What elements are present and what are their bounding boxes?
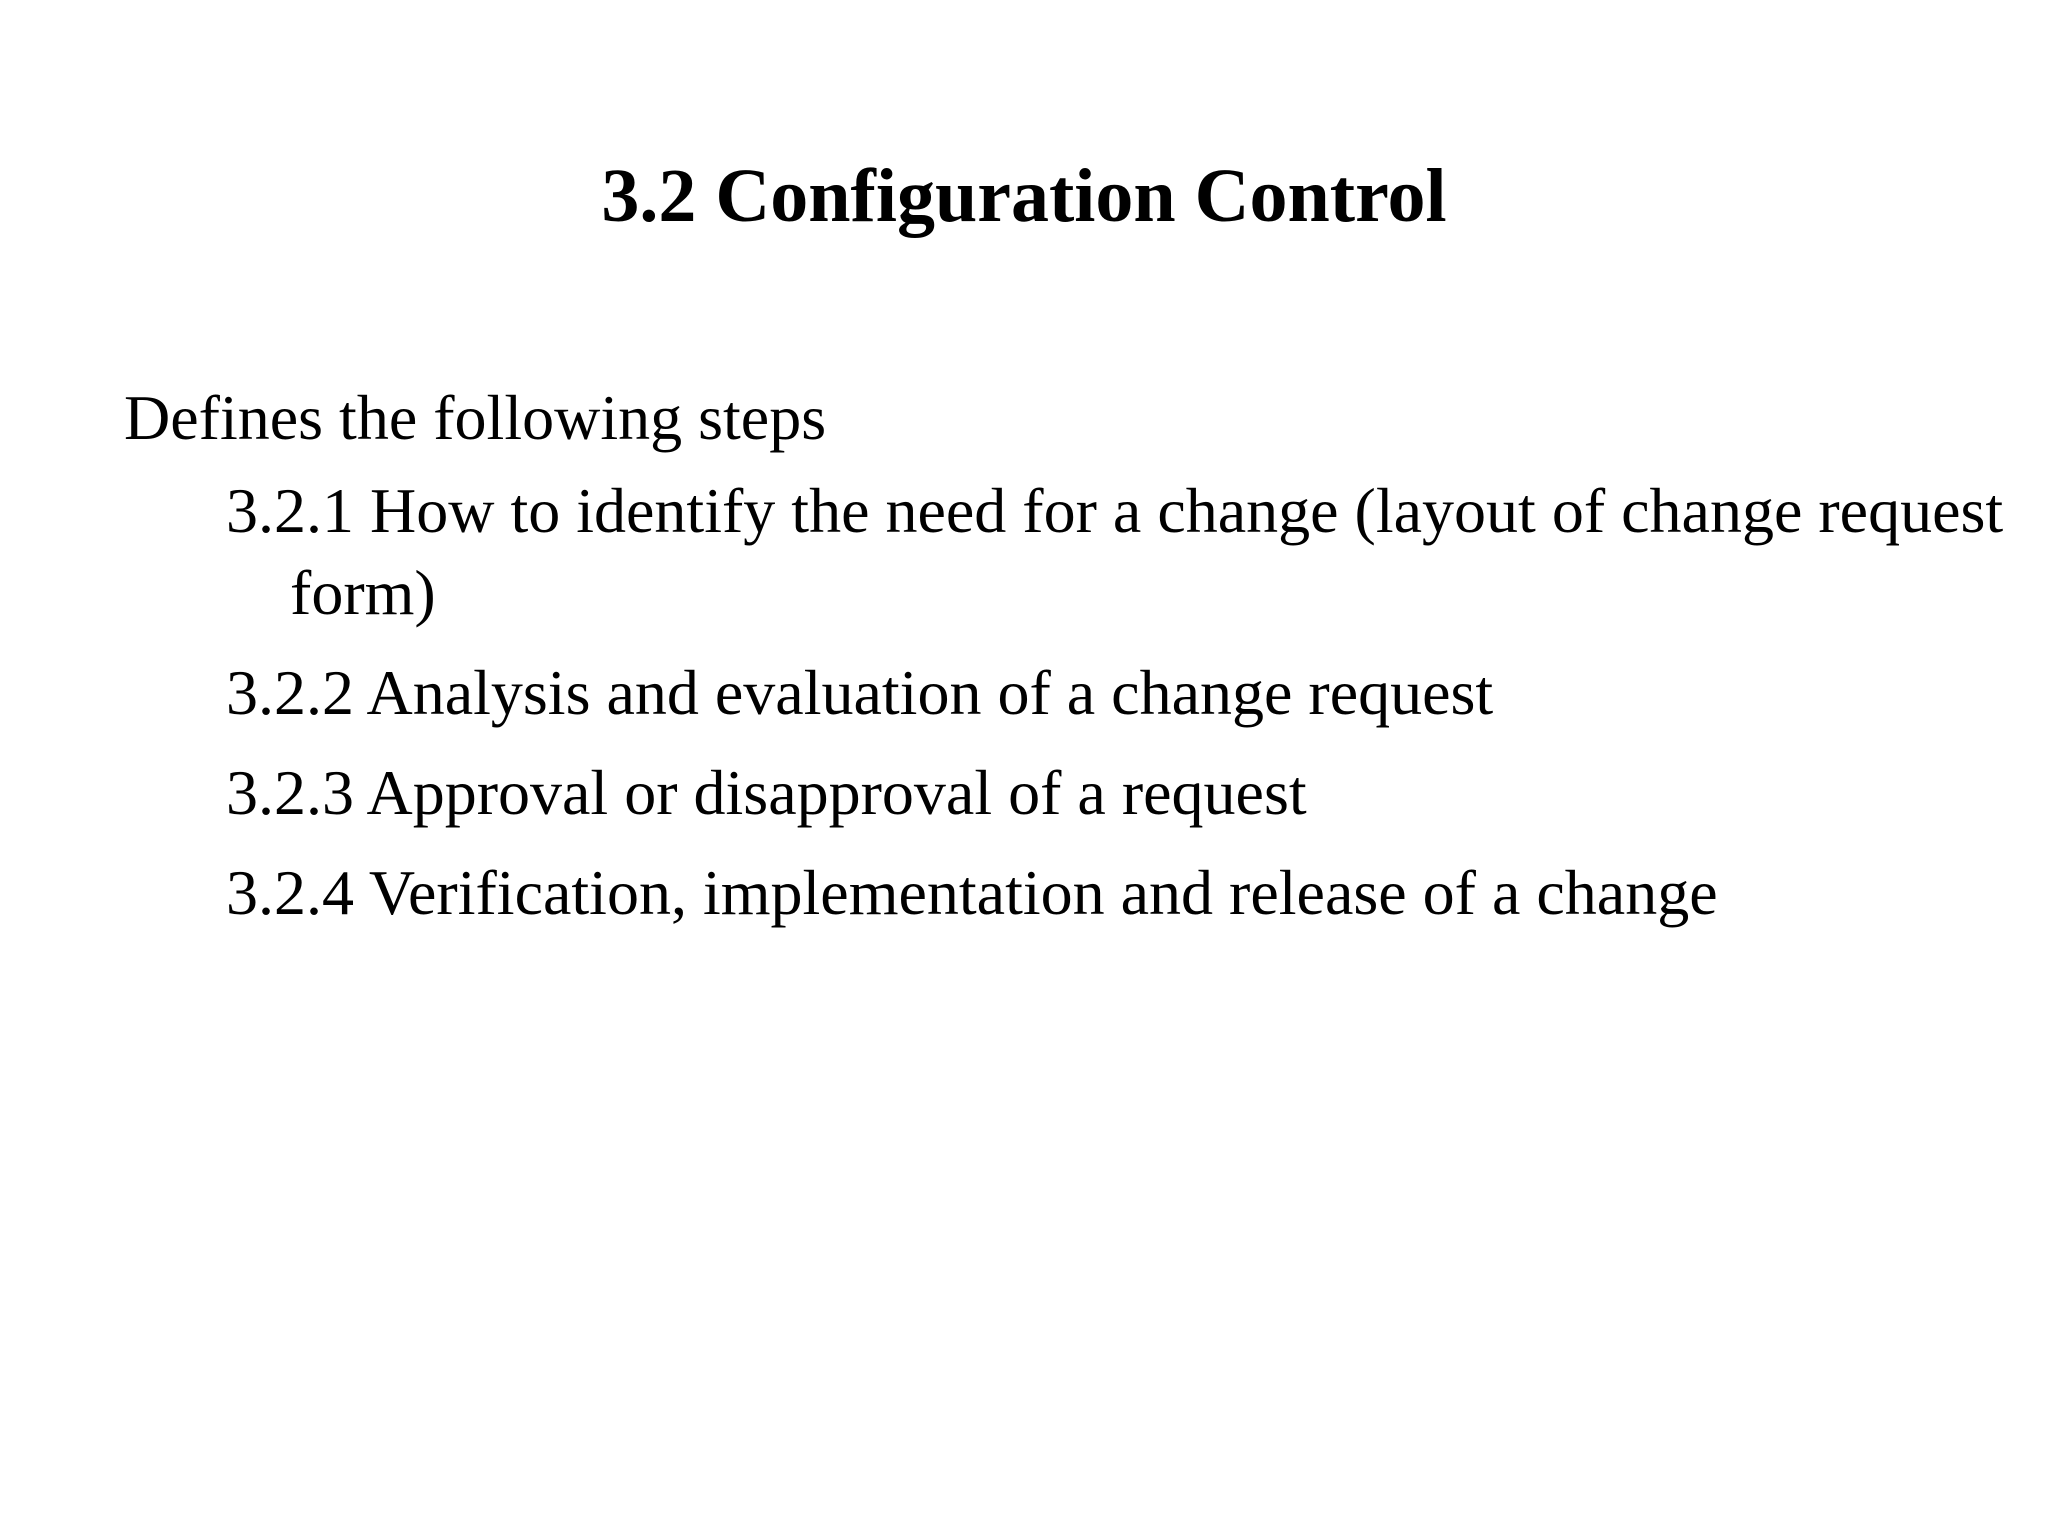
- slide-title: 3.2 Configuration Control: [601, 154, 1447, 238]
- steps-list: [124, 470, 2004, 934]
- intro-text: Defines the following steps: [124, 382, 827, 453]
- step-item: 3.2.3 Approval or disapproval of a request: [226, 757, 1307, 828]
- step-item: 3.2.2 Analysis and evaluation of a change request: [226, 657, 1494, 728]
- step-item: 3.2.1 How to identify the need for a change (layout of change request form): [226, 475, 2004, 628]
- step-item: 3.2.4 Verification, implementation and release of a change: [226, 857, 1718, 928]
- slide-body: [124, 380, 2004, 952]
